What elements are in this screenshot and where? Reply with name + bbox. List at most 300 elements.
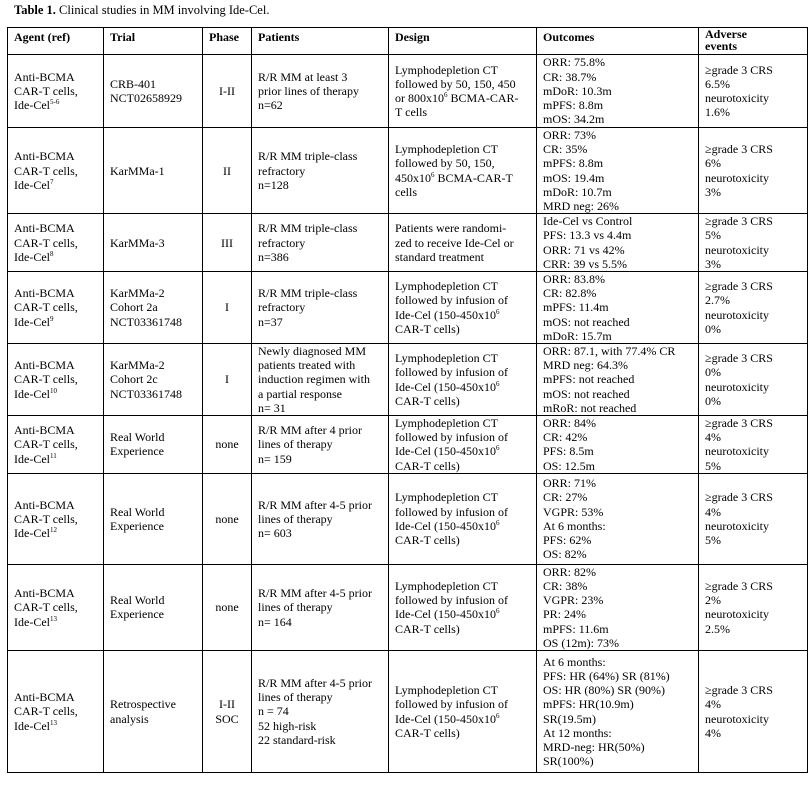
- text-part: Lymphodepletion CT: [395, 683, 498, 698]
- text-part: Retrospective: [110, 697, 176, 712]
- outcomes-line: [543, 519, 698, 533]
- text-part: Experience: [110, 444, 164, 459]
- adverse-line: [705, 351, 807, 365]
- agent-line: [14, 423, 103, 437]
- header-design: Design: [389, 28, 537, 55]
- text-part: Real World: [110, 430, 165, 445]
- agent-line: [14, 690, 103, 704]
- design-line: [395, 430, 536, 444]
- trial-line: [110, 593, 202, 607]
- patients-line: [258, 733, 388, 747]
- text-part: CAR-T cells): [395, 321, 460, 336]
- design-line: [395, 505, 536, 519]
- text-part: ORR: 84%: [543, 416, 597, 431]
- outcomes-line: [543, 430, 698, 444]
- outcomes-line: [543, 387, 698, 401]
- cell-adverse: [699, 564, 808, 650]
- text-part: followed by infusion of: [395, 593, 508, 608]
- phase-line: [203, 512, 251, 526]
- cell-trial: [104, 272, 203, 344]
- text-part: neurotoxicity: [705, 444, 769, 459]
- text-part: cells: [395, 184, 417, 199]
- outcomes-line: [543, 84, 698, 98]
- patients-line: [258, 250, 388, 264]
- header-patients: Patients: [252, 28, 389, 55]
- design-line: [395, 322, 536, 336]
- outcomes-line: [543, 128, 698, 142]
- outcomes-line: [543, 142, 698, 156]
- text-part: Lymphodepletion CT: [395, 351, 498, 366]
- text-part: 1.6%: [705, 105, 730, 120]
- outcomes-line: [543, 416, 698, 430]
- cell-agent: [8, 128, 104, 214]
- text-part: SOC: [215, 711, 239, 726]
- text-part: At 6 months:: [543, 654, 606, 669]
- text-part: lines of therapy: [258, 437, 333, 452]
- text-part: Real World: [110, 504, 165, 519]
- adverse-line: [705, 593, 807, 607]
- design-line: [395, 607, 536, 621]
- design-line: [395, 579, 536, 593]
- adverse-line: [705, 171, 807, 185]
- adverse-line: [705, 293, 807, 307]
- trial-line: [110, 430, 202, 444]
- trial-line: [110, 607, 202, 621]
- table-label: Table 1.: [14, 3, 56, 17]
- agent-line: [14, 615, 103, 629]
- text-part: CAR-T cells): [395, 533, 460, 548]
- outcomes-line: [543, 712, 698, 726]
- text-part: Cohort 2a: [110, 300, 158, 315]
- text-part: BCMA-CAR-T: [434, 170, 513, 185]
- cell-design: [389, 416, 537, 474]
- patients-line: [258, 84, 388, 98]
- adverse-line: [705, 519, 807, 533]
- patients-line: [258, 236, 388, 250]
- adverse-line: [705, 105, 807, 119]
- design-line: [395, 351, 536, 365]
- text-part: n= 31: [258, 400, 286, 415]
- text-part: MRD-neg: HR(50%): [543, 740, 645, 754]
- design-line: [395, 697, 536, 711]
- text-part: CAR-T cells,: [14, 300, 78, 315]
- text-part: mRoR: not reached: [543, 400, 637, 415]
- text-part: refractory: [258, 235, 306, 250]
- text-part: 4%: [705, 504, 721, 519]
- outcomes-line: [543, 740, 698, 754]
- text-part: Anti-BCMA: [14, 586, 75, 601]
- design-line: [395, 394, 536, 408]
- reference-superscript: 13: [49, 614, 57, 623]
- cell-design: [389, 128, 537, 214]
- text-part: R/R MM triple-class: [258, 221, 358, 236]
- text-part: SR(100%): [543, 754, 594, 769]
- text-part: CR: 35%: [543, 142, 588, 157]
- outcomes-line: [543, 655, 698, 669]
- design-line: [395, 519, 536, 533]
- text-part: Ide-Cel (150-450x10: [395, 711, 496, 726]
- patients-line: [258, 286, 388, 300]
- superscript-exponent: 6: [495, 711, 500, 720]
- trial-line: [110, 358, 202, 372]
- design-line: [395, 459, 536, 473]
- agent-line: [14, 70, 103, 84]
- outcomes-line: [543, 444, 698, 458]
- text-part: 450x10: [395, 170, 431, 185]
- text-part: 22 standard-risk: [258, 732, 336, 747]
- design-line: [395, 63, 536, 77]
- cell-agent: [8, 416, 104, 474]
- outcomes-line: [543, 607, 698, 621]
- outcomes-line: [543, 272, 698, 286]
- cell-design: [389, 473, 537, 564]
- outcomes-line: [543, 55, 698, 69]
- text-part: a partial response: [258, 386, 342, 401]
- text-part: ORR: 82%: [543, 564, 597, 579]
- adverse-line: [705, 142, 807, 156]
- text-part: R/R MM after 4 prior: [258, 423, 362, 438]
- text-part: CR: 27%: [543, 490, 588, 505]
- table-row: [8, 128, 808, 214]
- design-line: [395, 533, 536, 547]
- cell-agent: [8, 344, 104, 416]
- text-part: 0%: [705, 393, 721, 408]
- text-part: VGPR: 53%: [543, 504, 604, 519]
- design-line: [395, 416, 536, 430]
- text-part: Ide-Cel: [14, 249, 50, 264]
- text-part: 0%: [705, 365, 721, 380]
- text-part: NCT03361748: [110, 314, 182, 329]
- text-part: CAR-T cells): [395, 393, 460, 408]
- text-part: induction regimen with: [258, 372, 370, 387]
- text-part: Ide-Cel vs Control: [543, 214, 633, 229]
- text-part: mDoR: 10.3m: [543, 83, 612, 98]
- patients-line: [258, 401, 388, 415]
- text-part: OS (12m): 73%: [543, 635, 619, 650]
- cell-phase: [203, 651, 252, 773]
- design-line: [395, 490, 536, 504]
- cell-patients: [252, 214, 389, 272]
- agent-line: [14, 164, 103, 178]
- text-part: n=62: [258, 98, 283, 113]
- patients-line: [258, 452, 388, 466]
- text-part: n= 159: [258, 451, 292, 466]
- adverse-line: [705, 322, 807, 336]
- text-part: CAR-T cells,: [14, 163, 78, 178]
- text-part: KarMMa-3: [110, 235, 165, 250]
- cell-trial: [104, 416, 203, 474]
- table-row: [8, 564, 808, 650]
- design-line: [395, 156, 536, 170]
- outcomes-line: [543, 490, 698, 504]
- design-line: [395, 250, 536, 264]
- text-part: followed by infusion of: [395, 293, 508, 308]
- text-part: Ide-Cel (150-450x10: [395, 444, 496, 459]
- reference-superscript: 5-6: [49, 98, 60, 107]
- agent-line: [14, 286, 103, 300]
- header-agent: Agent (ref): [8, 28, 104, 55]
- text-part: 3%: [705, 184, 721, 199]
- text-part: R/R MM after 4-5 prior: [258, 586, 372, 601]
- text-part: Ide-Cel: [14, 451, 50, 466]
- text-part: 6%: [705, 156, 721, 171]
- cell-phase: [203, 564, 252, 650]
- patients-line: [258, 164, 388, 178]
- text-part: CAR-T cells,: [14, 511, 78, 526]
- text-part: 0%: [705, 321, 721, 336]
- text-part: KarMMa-1: [110, 163, 165, 178]
- text-part: Lymphodepletion CT: [395, 142, 498, 157]
- text-part: Ide-Cel: [14, 98, 50, 113]
- patients-line: [258, 315, 388, 329]
- agent-line: [14, 250, 103, 264]
- cell-phase: [203, 344, 252, 416]
- patients-line: [258, 98, 388, 112]
- agent-line: [14, 600, 103, 614]
- text-part: refractory: [258, 300, 306, 315]
- cell-patients: [252, 564, 389, 650]
- cell-adverse: [699, 344, 808, 416]
- design-line: [395, 712, 536, 726]
- text-part: ORR: 71%: [543, 476, 597, 491]
- text-part: 2%: [705, 593, 721, 608]
- table-row: [8, 272, 808, 344]
- text-part: ORR: 87.1, with 77.4% CR: [543, 344, 676, 359]
- design-line: [395, 308, 536, 322]
- adverse-line: [705, 607, 807, 621]
- patients-line: [258, 149, 388, 163]
- adverse-line: [705, 77, 807, 91]
- cell-design: [389, 651, 537, 773]
- cell-outcomes: [537, 214, 699, 272]
- text-part: 3%: [705, 256, 721, 271]
- text-part: n=128: [258, 177, 289, 192]
- cell-outcomes: [537, 344, 699, 416]
- text-part: ≥grade 3 CRS: [705, 416, 773, 431]
- adverse-line: [705, 91, 807, 105]
- adverse-line: [705, 63, 807, 77]
- cell-agent: [8, 272, 104, 344]
- cell-design: [389, 272, 537, 344]
- cell-patients: [252, 128, 389, 214]
- cell-phase: [203, 416, 252, 474]
- phase-line: [203, 164, 251, 178]
- patients-line: [258, 615, 388, 629]
- cell-trial: [104, 564, 203, 650]
- text-part: CAR-T cells,: [14, 437, 78, 452]
- patients-line: [258, 437, 388, 451]
- superscript-exponent: 6: [431, 170, 435, 179]
- text-part: II: [223, 163, 231, 178]
- cell-trial: [104, 128, 203, 214]
- text-part: neurotoxicity: [705, 242, 769, 257]
- text-part: Ide-Cel: [14, 525, 50, 540]
- text-part: CAR-T cells,: [14, 372, 78, 387]
- outcomes-line: [543, 476, 698, 490]
- patients-line: [258, 526, 388, 540]
- text-part: Lymphodepletion CT: [395, 490, 498, 505]
- text-part: CAR-T cells,: [14, 83, 78, 98]
- text-part: neurotoxicity: [705, 518, 769, 533]
- design-line: [395, 593, 536, 607]
- text-part: followed by infusion of: [395, 430, 508, 445]
- text-part: Anti-BCMA: [14, 149, 75, 164]
- text-part: R/R MM after 4-5 prior: [258, 497, 372, 512]
- reference-superscript: 7: [49, 177, 54, 186]
- text-part: mOS: not reached: [543, 386, 630, 401]
- cell-adverse: [699, 128, 808, 214]
- text-part: 4%: [705, 430, 721, 445]
- patients-line: [258, 221, 388, 235]
- text-part: neurotoxicity: [705, 379, 769, 394]
- text-part: At 6 months:: [543, 518, 606, 533]
- text-part: CR: 38%: [543, 579, 588, 594]
- text-part: I: [225, 372, 229, 387]
- cell-outcomes: [537, 55, 699, 128]
- text-part: mPFS: 8.8m: [543, 98, 604, 113]
- reference-superscript: 9: [49, 314, 54, 323]
- adverse-line: [705, 380, 807, 394]
- outcomes-line: [543, 185, 698, 199]
- cell-trial: [104, 55, 203, 128]
- text-part: mOS: not reached: [543, 314, 630, 329]
- header-adverse-line: Adverse: [705, 27, 747, 41]
- cell-outcomes: [537, 272, 699, 344]
- agent-line: [14, 704, 103, 718]
- design-line: [395, 91, 536, 105]
- agent-line: [14, 236, 103, 250]
- reference-superscript: 8: [49, 249, 54, 258]
- adverse-line: [705, 683, 807, 697]
- text-part: analysis: [110, 711, 149, 726]
- adverse-line: [705, 533, 807, 547]
- design-line: [395, 444, 536, 458]
- adverse-line: [705, 430, 807, 444]
- text-part: Newly diagnosed MM: [258, 344, 366, 359]
- header-adverse-line: events: [705, 39, 737, 53]
- outcomes-line: [543, 372, 698, 386]
- text-part: refractory: [258, 163, 306, 178]
- reference-superscript: 11: [49, 451, 57, 460]
- text-part: KarMMa-2: [110, 358, 165, 373]
- text-part: ORR: 83.8%: [543, 272, 606, 287]
- text-part: CAR-T cells,: [14, 704, 78, 719]
- cell-adverse: [699, 214, 808, 272]
- cell-trial: [104, 344, 203, 416]
- superscript-exponent: 6: [495, 444, 500, 453]
- table-row: [8, 416, 808, 474]
- text-part: PFS: HR (64%) SR (81%): [543, 668, 670, 683]
- phase-line: [203, 236, 251, 250]
- design-line: [395, 279, 536, 293]
- adverse-line: [705, 257, 807, 271]
- text-part: CRB-401: [110, 76, 157, 91]
- text-part: Ide-Cel: [14, 718, 50, 733]
- text-part: OS: 82%: [543, 547, 587, 562]
- superscript-exponent: 6: [444, 91, 448, 99]
- design-line: [395, 622, 536, 636]
- design-line: [395, 236, 536, 250]
- cell-outcomes: [537, 473, 699, 564]
- trial-line: [110, 697, 202, 711]
- text-part: Anti-BCMA: [14, 286, 75, 301]
- text-part: Anti-BCMA: [14, 221, 75, 236]
- outcomes-line: [543, 401, 698, 415]
- cell-design: [389, 55, 537, 128]
- reference-superscript: 12: [49, 525, 57, 534]
- text-part: ORR: 73%: [543, 128, 597, 142]
- text-part: Anti-BCMA: [14, 423, 75, 438]
- outcomes-line: [543, 257, 698, 271]
- patients-line: [258, 387, 388, 401]
- phase-line: [203, 372, 251, 386]
- text-part: VGPR: 23%: [543, 593, 604, 608]
- text-part: I-II: [219, 697, 235, 712]
- text-part: CR: 42%: [543, 430, 588, 445]
- text-part: Patients were randomi-: [395, 221, 507, 236]
- adverse-line: [705, 444, 807, 458]
- outcomes-line: [543, 697, 698, 711]
- outcomes-line: [543, 329, 698, 343]
- text-part: Anti-BCMA: [14, 358, 75, 373]
- text-part: KarMMa-2: [110, 286, 165, 301]
- text-part: CAR-T cells): [395, 458, 460, 473]
- outcomes-line: [543, 459, 698, 473]
- phase-line: [203, 600, 251, 614]
- cell-trial: [104, 214, 203, 272]
- outcomes-line: [543, 593, 698, 607]
- agent-line: [14, 512, 103, 526]
- cell-outcomes: [537, 651, 699, 773]
- text-part: Anti-BCMA: [14, 69, 75, 84]
- outcomes-line: [543, 199, 698, 213]
- text-part: Anti-BCMA: [14, 690, 75, 705]
- text-part: I: [225, 300, 229, 315]
- outcomes-line: [543, 622, 698, 636]
- text-part: R/R MM after 4-5 prior: [258, 676, 372, 691]
- outcomes-line: [543, 300, 698, 314]
- trial-line: [110, 91, 202, 105]
- agent-line: [14, 498, 103, 512]
- text-part: 52 high-risk: [258, 718, 317, 733]
- text-part: Lymphodepletion CT: [395, 279, 498, 294]
- cell-adverse: [699, 55, 808, 128]
- text-part: patients treated with: [258, 358, 356, 373]
- text-part: I-II: [219, 83, 235, 98]
- text-part: n = 74: [258, 704, 289, 719]
- text-part: n= 164: [258, 614, 292, 629]
- cell-patients: [252, 416, 389, 474]
- phase-line: [203, 437, 251, 451]
- text-part: T cells: [395, 105, 428, 120]
- cell-design: [389, 564, 537, 650]
- design-line: [395, 380, 536, 394]
- text-part: R/R MM triple-class: [258, 149, 358, 164]
- text-part: or 800x10: [395, 91, 444, 105]
- agent-line: [14, 526, 103, 540]
- cell-phase: [203, 128, 252, 214]
- text-part: ≥grade 3 CRS: [705, 62, 773, 77]
- adverse-line: [705, 416, 807, 430]
- text-part: Ide-Cel: [14, 177, 50, 192]
- text-part: neurotoxicity: [705, 307, 769, 322]
- cell-patients: [252, 651, 389, 773]
- text-part: mOS: 19.4m: [543, 170, 605, 185]
- header-outcomes: Outcomes: [537, 28, 699, 55]
- trial-line: [110, 444, 202, 458]
- design-line: [395, 142, 536, 156]
- trial-line: [110, 519, 202, 533]
